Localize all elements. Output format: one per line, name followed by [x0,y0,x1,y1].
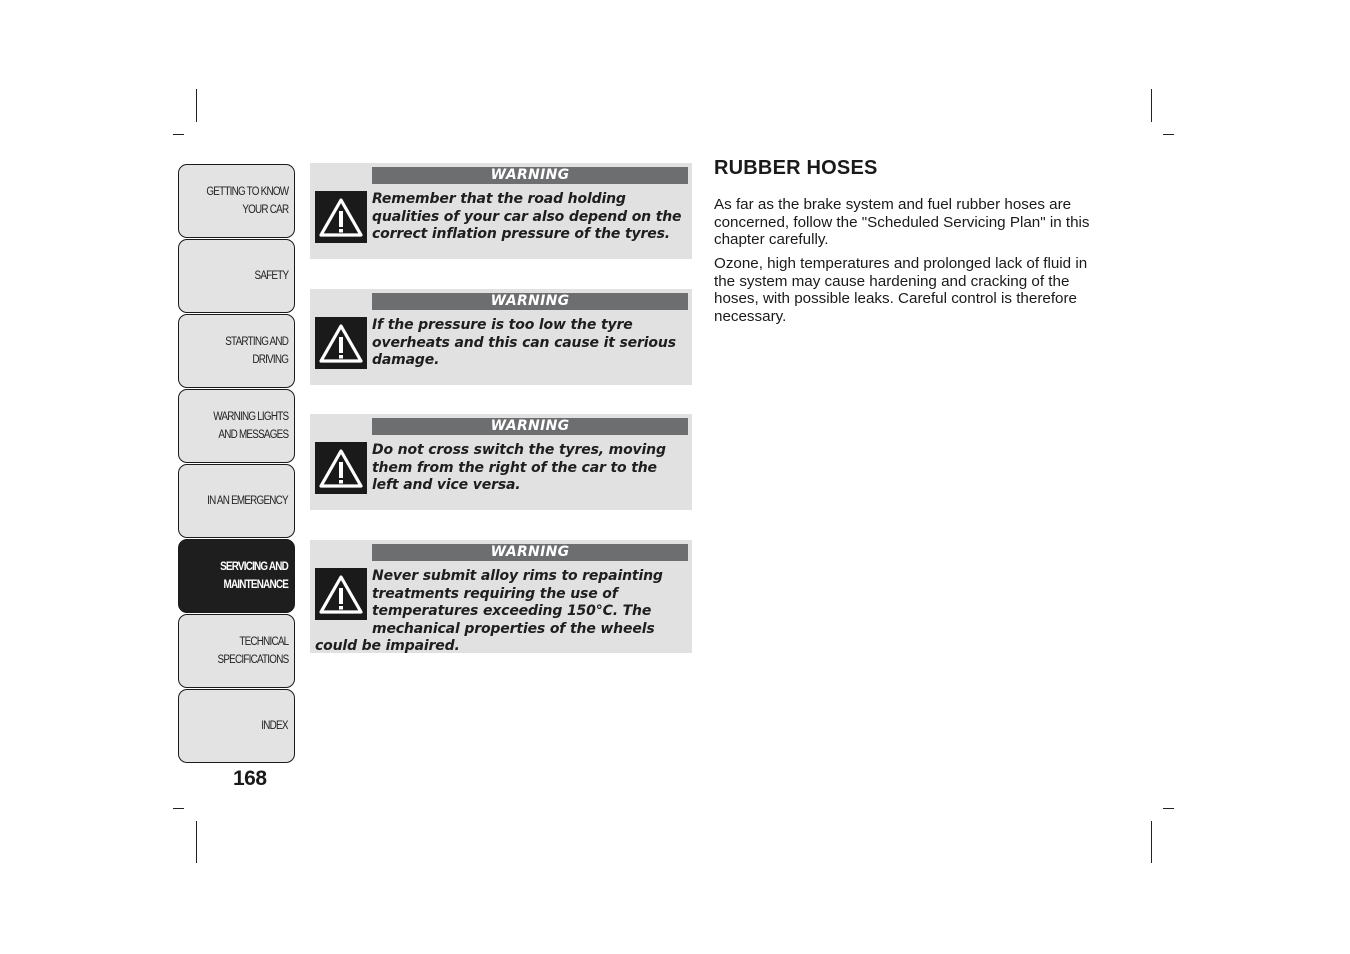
warning-heading: WARNING [372,418,688,435]
tab-warning-lights-and-messages[interactable] [178,389,295,463]
warning-triangle-icon [315,191,367,243]
tab-label: IN AN EMERGENCY [207,495,288,507]
crop-mark [196,821,197,863]
warning-heading: WARNING [372,167,688,184]
tab-label: WARNING LIGHTS AND MESSAGES [212,411,288,441]
warning-text: Remember that the road holding qualities of your car also depend on the correct inflation pressure of the tyres. [315,167,688,244]
paragraph: As far as the brake system and fuel rubber hoses are concerned, follow the "Scheduled Servicing Plan" in this chapter carefully. [714,196,1090,249]
crop-mark [1151,89,1152,122]
warning-text: If the pressure is too low the tyre overheats and this can cause it serious damage. [315,293,688,370]
crop-mark [1163,808,1174,809]
tab-in-an-emergency[interactable] [178,464,295,538]
warning-triangle-icon [315,568,367,620]
tab-getting-to-know-your-car[interactable] [178,164,295,238]
warning-heading: WARNING [372,544,688,561]
warning-box [310,414,692,510]
section-title: RUBBER HOSES [714,157,878,179]
tab-label: STARTING AND DRIVING [225,336,288,366]
paragraph: Ozone, high temperatures and prolonged lack of fluid in the system may cause hardening and cracking of the hoses, with possible leaks. Careful control is therefore necessary. [714,255,1088,325]
page-number: 168 [233,767,267,790]
warning-text: Do not cross switch the tyres, moving them from the right of the car to the left and vice versa. [315,418,688,495]
crop-mark [173,134,184,135]
warning-box [310,289,692,385]
tab-starting-and-driving[interactable] [178,314,295,388]
tab-label: INDEX [261,720,288,732]
crop-mark [173,808,184,809]
tab-technical-specifications[interactable] [178,614,295,688]
tab-index[interactable] [178,689,295,763]
crop-mark [196,89,197,122]
tab-safety[interactable] [178,239,295,313]
warning-box [310,540,692,653]
crop-mark [1163,134,1174,135]
tab-label: SAFETY [254,270,288,282]
tab-label: SERVICING AND MAINTENANCE [220,561,288,591]
warning-text: Never submit alloy rims to repainting treatments requiring the use of temperatures exceeding 150°C. The mechanical properties of the wheels could be impaired. [315,568,663,655]
tab-label: GETTING TO KNOW YOUR CAR [206,186,288,216]
crop-mark [1151,821,1152,863]
tab-servicing-and-maintenance[interactable] [178,539,295,613]
warning-triangle-icon [315,442,367,494]
warning-box [310,163,692,259]
tab-label: TECHNICAL SPECIFICATIONS [217,636,288,666]
warning-triangle-icon [315,317,367,369]
warning-heading: WARNING [372,293,688,310]
